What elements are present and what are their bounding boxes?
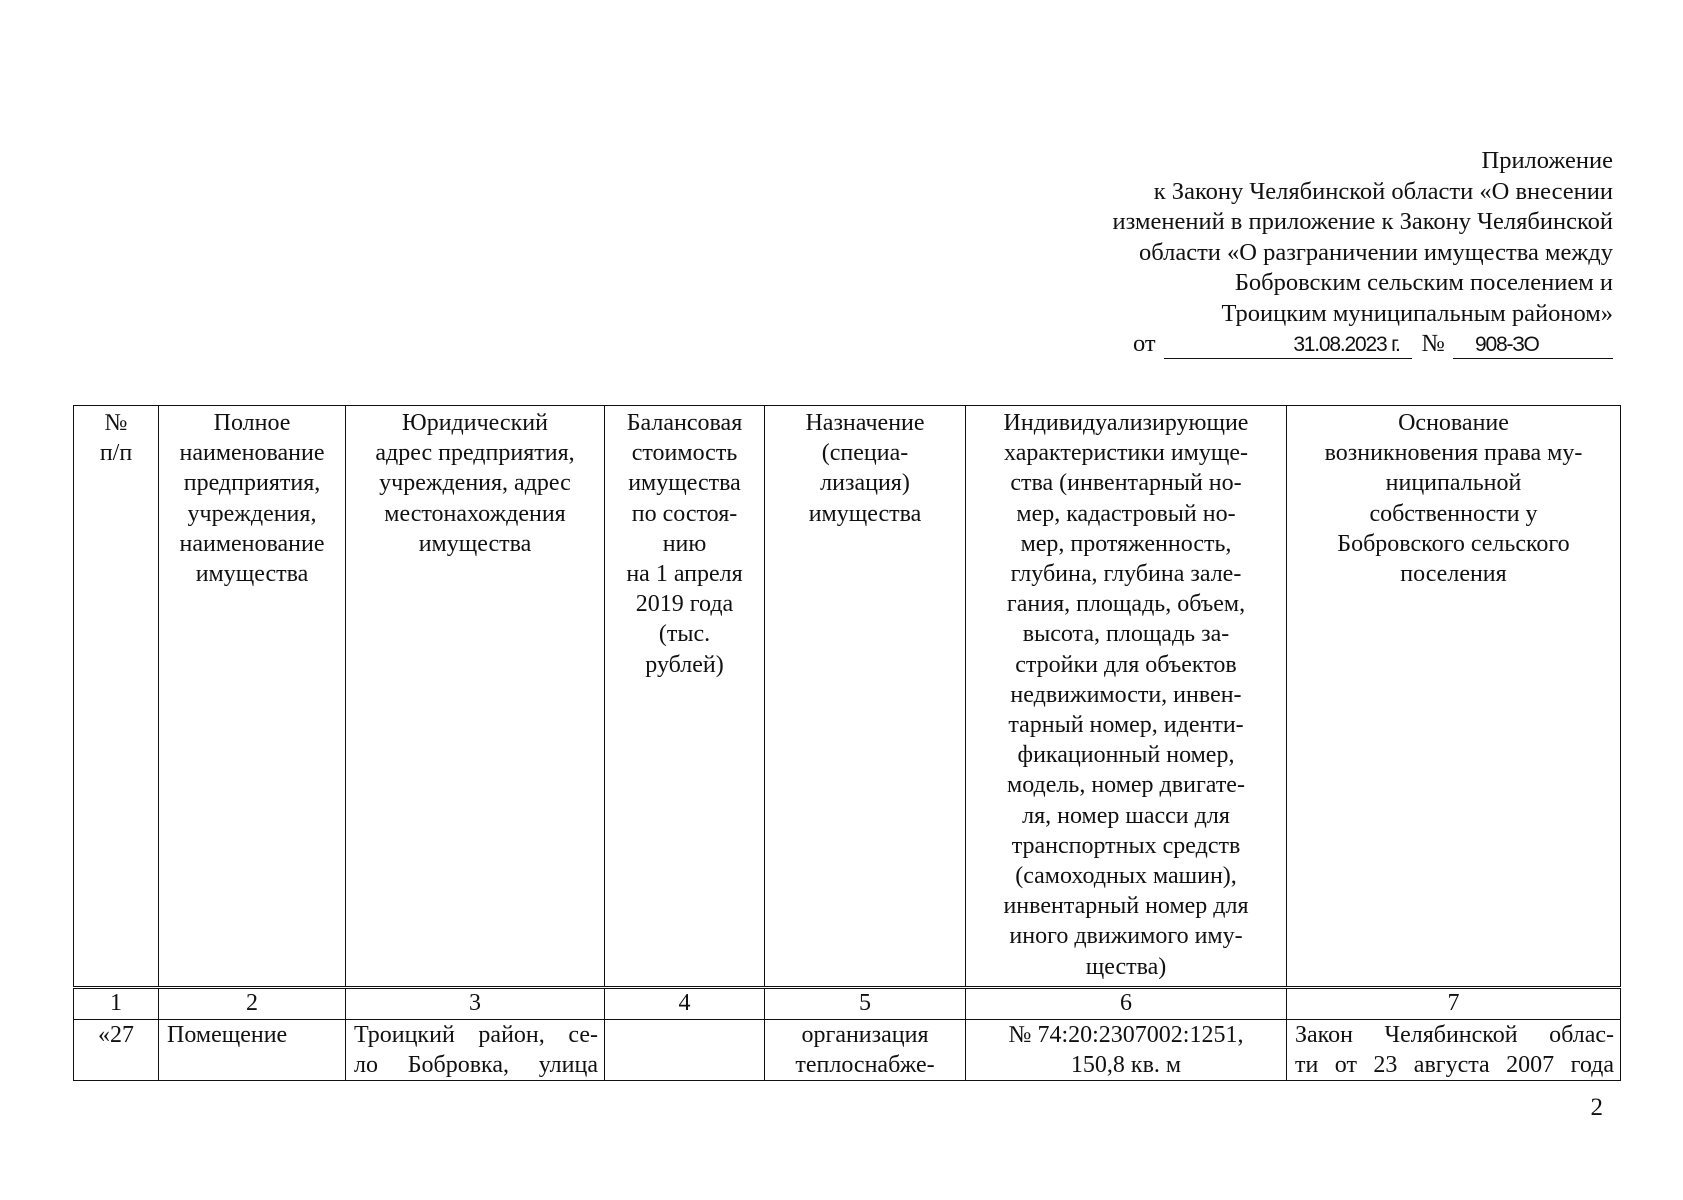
header-line-3: изменений в приложение к Закону Челябинской [1112, 208, 1613, 235]
column-number: 5 [765, 988, 966, 1020]
header-cell: Юридический адрес предприятия, учреждения, адрес местонахождения имущества [346, 406, 605, 988]
page-number: 2 [1590, 1094, 1603, 1121]
property-name: Помещение [159, 1020, 346, 1081]
header-cell: Балансовая стоимость имущества по состоя- нию на 1 апреля 2019 года (тыс. рублей) [605, 406, 765, 988]
header-cell: Индивидуализирующие характеристики имуще- ства (инвентарный но- мер, кадастровый но- мер, протяженность, глубина, глубина зале- гания, площадь, объем, высота, площадь за- стройки для объектов недвижимости, инвен- тарный номер, иденти- фикационный номер, модель, номер двигате- ля, номер шасси для транспортных средств (самоходных машин), инвентарный номер для иного движимого иму- щества) [966, 406, 1287, 988]
property-characteristics: № 74:20:2307002:1251, 150,8 кв. м [966, 1020, 1287, 1081]
property-purpose: организация теплоснабже- [765, 1020, 966, 1081]
column-number: 2 [159, 988, 346, 1020]
date-value: 31.08.2023 г. [1164, 332, 1412, 359]
header-cell: Основание возникновения права му- ниципальной собственности у Бобровского сельского поселения [1287, 406, 1621, 988]
date-number-line [993, 329, 1613, 360]
table-header-row [74, 406, 1621, 988]
column-number-row [74, 988, 1621, 1020]
header-cell: Назначение (специа- лизация) имущества [765, 406, 966, 988]
column-number: 3 [346, 988, 605, 1020]
row-number: «27 [74, 1020, 159, 1081]
column-number: 4 [605, 988, 765, 1020]
column-number: 6 [966, 988, 1287, 1020]
balance-value [605, 1020, 765, 1081]
table-row [74, 1020, 1621, 1081]
property-table [73, 405, 1621, 1081]
law-number-value: 908-ЗО [1453, 332, 1613, 359]
number-label: № [1421, 330, 1445, 357]
header-line-4: области «О разграничении имущества между [1138, 238, 1613, 266]
header-cell: № п/п [74, 406, 159, 988]
column-number: 1 [74, 988, 159, 1020]
ownership-basis: Закон Челябинской облас- ти от 23 августа 2007 года [1287, 1020, 1621, 1081]
header-line-5: Бобровским сельским поселением и [1234, 269, 1613, 296]
header-line-6: Троицким муниципальным районом» [1221, 299, 1613, 327]
header-cell: Полное наименование предприятия, учреждения, наименование имущества [159, 406, 346, 988]
header-line-2: к Закону Челябинской области «О внесении [1153, 177, 1613, 205]
property-address: Троицкий район, се- ло Бобровка, улица [346, 1020, 605, 1081]
header-line-1: Приложение [1481, 147, 1613, 174]
appendix-header [993, 146, 1613, 360]
column-number: 7 [1287, 988, 1621, 1020]
date-label: от [1132, 330, 1156, 357]
